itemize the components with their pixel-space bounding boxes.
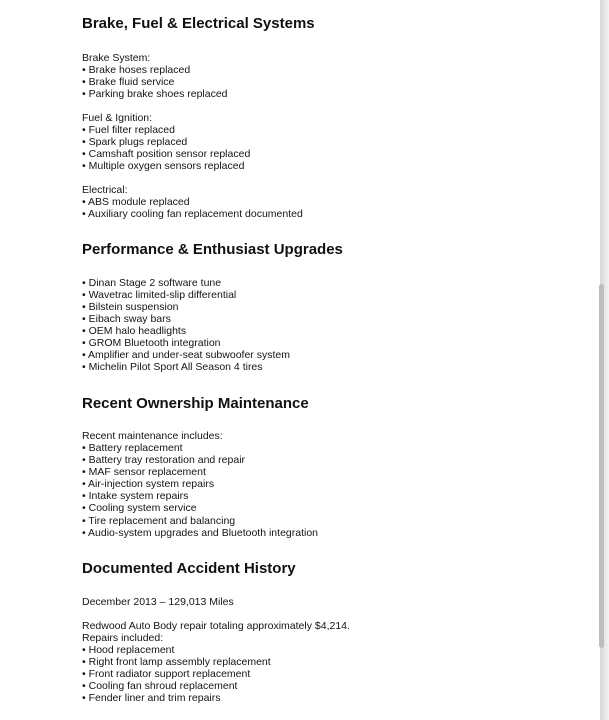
list-item: • Battery replacement xyxy=(82,442,183,454)
group-heading: Repairs included: xyxy=(82,632,164,644)
section-title: Brake, Fuel & Electrical Systems xyxy=(82,15,315,32)
list-item: • Bilstein suspension xyxy=(82,301,179,313)
list-item: • Michelin Pilot Sport All Season 4 tires xyxy=(82,361,263,373)
list-item: • Fuel filter replaced xyxy=(82,124,175,136)
group-heading: Recent maintenance includes: xyxy=(82,430,223,442)
list-item: • Wavetrac limited-slip differential xyxy=(82,289,237,301)
list-item: • Camshaft position sensor replaced xyxy=(82,148,251,160)
list-item: • Spark plugs replaced xyxy=(82,136,188,148)
list-item: • ABS module replaced xyxy=(82,196,190,208)
list-item: • Tire replacement and balancing xyxy=(82,515,236,527)
vertical-scrollbar-thumb[interactable] xyxy=(599,284,604,648)
list-item: • Brake hoses replaced xyxy=(82,64,191,76)
section-title: Recent Ownership Maintenance xyxy=(82,395,309,412)
date-mileage-line: December 2013 – 129,013 Miles xyxy=(82,596,234,608)
list-item: • Hood replacement xyxy=(82,644,175,656)
group-heading: Fuel & Ignition: xyxy=(82,112,153,124)
list-item: • Dinan Stage 2 software tune xyxy=(82,277,222,289)
list-item: • Cooling fan shroud replacement xyxy=(82,680,238,692)
list-item: • Auxiliary cooling fan replacement documented xyxy=(82,208,303,220)
repair-summary: Redwood Auto Body repair totaling approximately $4,214. xyxy=(82,620,350,632)
list-item: • Intake system repairs xyxy=(82,490,189,502)
list-item: • Battery tray restoration and repair xyxy=(82,454,246,466)
list-item: • Brake fluid service xyxy=(82,76,175,88)
section-title: Documented Accident History xyxy=(82,560,296,577)
group-heading: Electrical: xyxy=(82,184,128,196)
section-title: Performance & Enthusiast Upgrades xyxy=(82,241,343,258)
list-item: • Air-injection system repairs xyxy=(82,478,215,490)
list-item: • Multiple oxygen sensors replaced xyxy=(82,160,245,172)
list-item: • Front radiator support replacement xyxy=(82,668,251,680)
list-item: • OEM halo headlights xyxy=(82,325,187,337)
list-item: • Eibach sway bars xyxy=(82,313,171,325)
group-heading: Brake System: xyxy=(82,52,151,64)
list-item: • Audio-system upgrades and Bluetooth integration xyxy=(82,527,319,539)
list-item: • Parking brake shoes replaced xyxy=(82,88,228,100)
list-item: • MAF sensor replacement xyxy=(82,466,206,478)
list-item: • Fender liner and trim repairs xyxy=(82,692,221,704)
list-item: • GROM Bluetooth integration xyxy=(82,337,221,349)
list-item: • Right front lamp assembly replacement xyxy=(82,656,271,668)
list-item: • Cooling system service xyxy=(82,502,197,514)
list-item: • Amplifier and under-seat subwoofer system xyxy=(82,349,290,361)
